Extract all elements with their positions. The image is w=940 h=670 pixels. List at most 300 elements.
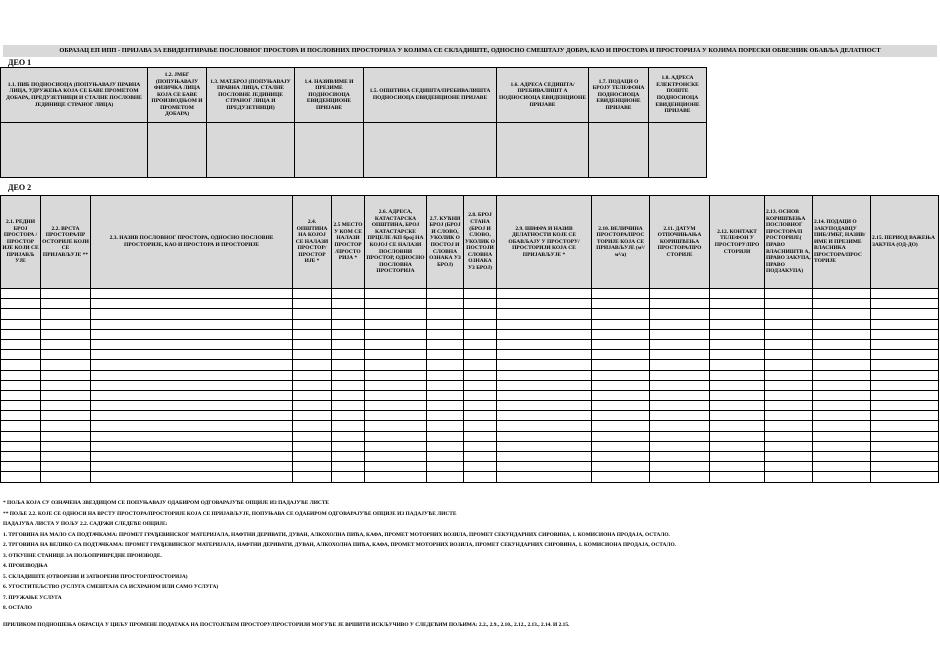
table-cell[interactable] [91,421,293,431]
table-cell[interactable] [427,360,464,370]
table-cell[interactable] [91,431,293,441]
table-cell[interactable] [871,299,939,309]
table-cell[interactable] [765,370,813,380]
table-cell[interactable] [650,390,710,400]
table-cell[interactable] [497,350,592,360]
table-cell[interactable] [813,350,871,360]
table-cell[interactable] [332,329,365,339]
table-cell[interactable] [813,441,871,451]
table-cell[interactable] [365,431,427,441]
table-cell[interactable] [332,380,365,390]
table-cell[interactable] [871,431,939,441]
table-cell[interactable] [592,289,650,299]
table-cell[interactable] [464,431,497,441]
table-cell[interactable] [813,462,871,472]
table-cell[interactable] [332,472,365,482]
table-cell[interactable] [91,441,293,451]
part1-field-telefon[interactable] [589,123,649,178]
table-cell[interactable] [650,350,710,360]
part1-field-mat-broj[interactable] [207,123,295,178]
table-cell[interactable] [710,472,765,482]
table-cell[interactable] [497,431,592,441]
table-cell[interactable] [650,421,710,431]
part2-header-adresa: 2.6. АДРЕСА, КАТАСТАРСКА ОПШТИНА, БРОЈ КАТАСТАРСКЕ ПРЦЕЛЕ /КП број НА КОЈОЈ СЕ НАЛАЗИ ПОСЛОВНИ ПРОСТОР, ОДНОСНО ПОСЛОВНА ПРОСТОРИЈА [365,196,427,289]
table-cell[interactable] [427,370,464,380]
table-cell[interactable] [710,421,765,431]
table-cell[interactable] [91,390,293,400]
table-cell[interactable] [427,309,464,319]
table-cell[interactable] [41,462,91,472]
table-cell[interactable] [813,431,871,441]
table-cell[interactable] [765,339,813,349]
table-cell[interactable] [91,360,293,370]
table-cell[interactable] [41,339,91,349]
table-cell[interactable] [365,462,427,472]
table-cell[interactable] [592,431,650,441]
table-cell[interactable] [871,472,939,482]
table-cell[interactable] [871,421,939,431]
part1-field-jmbg[interactable] [148,123,207,178]
table-cell[interactable] [464,319,497,329]
table-cell[interactable] [91,462,293,472]
table-cell[interactable] [871,401,939,411]
table-cell[interactable] [293,289,332,299]
table-cell[interactable] [765,299,813,309]
table-cell[interactable] [710,360,765,370]
table-cell[interactable] [592,380,650,390]
part2-label: ДЕО 2 [8,183,32,192]
table-cell[interactable] [710,299,765,309]
table-cell[interactable] [91,370,293,380]
table-cell[interactable] [365,329,427,339]
table-cell[interactable] [91,452,293,462]
table-cell[interactable] [871,441,939,451]
table-cell[interactable] [41,411,91,421]
table-cell[interactable] [427,299,464,309]
table-cell[interactable] [293,421,332,431]
table-cell[interactable] [650,370,710,380]
table-cell[interactable] [592,360,650,370]
part1-field-naziv[interactable] [295,123,364,178]
table-cell[interactable] [650,309,710,319]
table-cell[interactable] [650,441,710,451]
table-cell[interactable] [592,329,650,339]
table-cell[interactable] [710,380,765,390]
table-cell[interactable] [871,390,939,400]
table-cell[interactable] [497,319,592,329]
table-cell[interactable] [332,441,365,451]
table-cell[interactable] [365,360,427,370]
table-cell[interactable] [871,380,939,390]
table-cell[interactable] [765,329,813,339]
table-cell[interactable] [497,309,592,319]
table-cell[interactable] [871,411,939,421]
table-cell[interactable] [765,411,813,421]
table-cell[interactable] [871,289,939,299]
table-cell[interactable] [650,472,710,482]
part2-header-naziv: 2.3. НАЗИВ ПОСЛОВНОГ ПРОСТОРА, ОДНОСНО ПОСЛОВНЕ ПРОСТОРИЈЕ, КАО И ПРОСТОРА И ПРОСТОРИЈЕ [91,196,293,289]
table-cell[interactable] [332,299,365,309]
table-cell[interactable] [1,390,41,400]
table-cell[interactable] [1,472,41,482]
table-cell[interactable] [365,370,427,380]
table-cell[interactable] [464,309,497,319]
table-cell[interactable] [293,360,332,370]
table-cell[interactable] [813,360,871,370]
table-cell[interactable] [332,370,365,380]
table-cell[interactable] [871,319,939,329]
table-cell[interactable] [427,472,464,482]
table-cell[interactable] [464,339,497,349]
table-cell[interactable] [332,452,365,462]
table-cell[interactable] [592,421,650,431]
table-cell[interactable] [41,380,91,390]
table-cell[interactable] [710,329,765,339]
table-cell[interactable] [592,441,650,451]
table-cell[interactable] [497,421,592,431]
table-cell[interactable] [765,319,813,329]
table-cell[interactable] [497,401,592,411]
table-cell[interactable] [813,421,871,431]
table-cell[interactable] [365,472,427,482]
table-cell[interactable] [365,401,427,411]
table-cell[interactable] [293,452,332,462]
table-cell[interactable] [813,380,871,390]
table-cell[interactable] [765,441,813,451]
table-cell[interactable] [41,329,91,339]
table-cell[interactable] [650,360,710,370]
table-cell[interactable] [41,421,91,431]
part2-header-opstina: 2.4. ОПШТИНА НА КОЈОЈ СЕ НАЛАЗИ ПРОСТОР/ ПРОСТОР ИЈЕ * [293,196,332,289]
table-cell[interactable] [1,411,41,421]
table-cell[interactable] [91,350,293,360]
table-cell[interactable] [650,299,710,309]
table-cell[interactable] [710,441,765,451]
table-cell[interactable] [427,431,464,441]
table-cell[interactable] [813,319,871,329]
table-cell[interactable] [592,390,650,400]
table-cell[interactable] [765,401,813,411]
table-cell[interactable] [1,289,41,299]
table-cell[interactable] [765,421,813,431]
table-cell[interactable] [710,390,765,400]
table-cell[interactable] [293,329,332,339]
table-cell[interactable] [365,299,427,309]
table-cell[interactable] [1,299,41,309]
table-cell[interactable] [293,411,332,421]
table-cell[interactable] [592,339,650,349]
table-cell[interactable] [765,452,813,462]
table-cell[interactable] [813,452,871,462]
table-cell[interactable] [765,360,813,370]
table-cell[interactable] [332,350,365,360]
table-cell[interactable] [710,350,765,360]
table-cell[interactable] [427,350,464,360]
table-cell[interactable] [592,309,650,319]
table-cell[interactable] [464,289,497,299]
table-cell[interactable] [427,339,464,349]
part1-field-email[interactable] [649,123,707,178]
table-cell[interactable] [293,441,332,451]
table-cell[interactable] [497,411,592,421]
table-cell[interactable] [710,452,765,462]
table-cell[interactable] [293,309,332,319]
table-cell[interactable] [91,329,293,339]
table-cell[interactable] [41,289,91,299]
table-cell[interactable] [464,401,497,411]
table-cell[interactable] [1,462,41,472]
table-cell[interactable] [871,309,939,319]
table-cell[interactable] [650,462,710,472]
table-cell[interactable] [464,370,497,380]
table-cell[interactable] [650,380,710,390]
table-cell[interactable] [813,309,871,319]
table-cell[interactable] [1,452,41,462]
table-cell[interactable] [1,421,41,431]
table-cell[interactable] [497,441,592,451]
table-cell[interactable] [871,360,939,370]
table-cell[interactable] [710,411,765,421]
table-cell[interactable] [365,339,427,349]
note-line: 3. ОТКУПНЕ СТАНИЦЕ ЗА ПОЉОПРИВРЕДНЕ ПРОИЗВОДЕ. [3,552,162,559]
table-cell[interactable] [464,360,497,370]
table-cell[interactable] [41,401,91,411]
table-cell[interactable] [91,411,293,421]
table-cell[interactable] [765,380,813,390]
table-cell[interactable] [650,401,710,411]
table-cell[interactable] [650,339,710,349]
table-cell[interactable] [765,472,813,482]
table-cell[interactable] [41,350,91,360]
part1-field-adresa[interactable] [497,123,589,178]
table-cell[interactable] [91,472,293,482]
table-cell[interactable] [427,441,464,451]
table-cell[interactable] [813,329,871,339]
table-cell[interactable] [650,431,710,441]
table-cell[interactable] [427,390,464,400]
table-cell[interactable] [332,411,365,421]
table-cell[interactable] [91,401,293,411]
table-cell[interactable] [710,401,765,411]
table-cell[interactable] [497,360,592,370]
table-cell[interactable] [592,370,650,380]
table-cell[interactable] [497,370,592,380]
table-cell[interactable] [592,462,650,472]
table-cell[interactable] [871,370,939,380]
table-cell[interactable] [427,380,464,390]
table-cell[interactable] [41,472,91,482]
table-cell[interactable] [332,462,365,472]
table-cell[interactable] [813,370,871,380]
table-cell[interactable] [427,401,464,411]
table-cell[interactable] [91,339,293,349]
table-cell[interactable] [41,452,91,462]
table-cell[interactable] [1,441,41,451]
table-cell[interactable] [464,472,497,482]
table-cell[interactable] [293,462,332,472]
table-cell[interactable] [813,411,871,421]
table-cell[interactable] [710,319,765,329]
table-cell[interactable] [650,319,710,329]
table-cell[interactable] [332,319,365,329]
table-cell[interactable] [1,431,41,441]
table-cell[interactable] [497,390,592,400]
table-cell[interactable] [332,339,365,349]
table-cell[interactable] [710,309,765,319]
table-cell[interactable] [464,350,497,360]
table-cell[interactable] [41,319,91,329]
table-cell[interactable] [464,452,497,462]
table-cell[interactable] [813,299,871,309]
table-cell[interactable] [650,452,710,462]
table-cell[interactable] [1,329,41,339]
table-cell[interactable] [332,360,365,370]
table-cell[interactable] [365,380,427,390]
table-cell[interactable] [813,390,871,400]
table-cell[interactable] [765,462,813,472]
table-cell[interactable] [871,329,939,339]
table-cell[interactable] [365,411,427,421]
table-cell[interactable] [765,289,813,299]
table-cell[interactable] [91,299,293,309]
table-cell[interactable] [365,441,427,451]
table-cell[interactable] [464,462,497,472]
table-cell[interactable] [427,421,464,431]
table-cell[interactable] [464,421,497,431]
part2-header-period: 2.15. ПЕРИОД ВАЖЕЊА ЗАКУПА (ОД-ДО) [871,196,939,289]
table-cell[interactable] [813,401,871,411]
table-cell[interactable] [464,299,497,309]
table-cell[interactable] [710,462,765,472]
table-cell[interactable] [293,319,332,329]
table-cell[interactable] [592,319,650,329]
table-cell[interactable] [497,452,592,462]
table-cell[interactable] [293,390,332,400]
table-cell[interactable] [332,289,365,299]
table-cell[interactable] [710,289,765,299]
table-cell[interactable] [427,329,464,339]
table-cell[interactable] [650,411,710,421]
table-cell[interactable] [427,452,464,462]
table-cell[interactable] [41,441,91,451]
table-cell[interactable] [592,452,650,462]
table-cell[interactable] [427,319,464,329]
table-cell[interactable] [427,462,464,472]
table-cell[interactable] [464,441,497,451]
table-cell[interactable] [91,289,293,299]
table-cell[interactable] [332,431,365,441]
table-cell[interactable] [427,411,464,421]
table-cell[interactable] [765,309,813,319]
table-cell[interactable] [332,390,365,400]
table-cell[interactable] [871,462,939,472]
table-cell[interactable] [332,401,365,411]
table-cell[interactable] [464,329,497,339]
part1-field-pib[interactable] [1,123,148,178]
part2-header-mesto: 2.5 МЕСТО У КОМ СЕ НАЛАЗИ ПРОСТОР /ПРОСТО РИЈА * [332,196,365,289]
table-cell[interactable] [293,380,332,390]
table-cell[interactable] [365,309,427,319]
table-cell[interactable] [497,472,592,482]
table-cell[interactable] [365,452,427,462]
table-cell[interactable] [710,370,765,380]
table-cell[interactable] [497,299,592,309]
table-cell[interactable] [1,350,41,360]
table-cell[interactable] [497,339,592,349]
table-cell[interactable] [365,319,427,329]
part1-field-opstina[interactable] [364,123,497,178]
table-cell[interactable] [293,299,332,309]
table-cell[interactable] [592,411,650,421]
table-cell[interactable] [650,329,710,339]
table-cell[interactable] [710,339,765,349]
table-cell[interactable] [464,411,497,421]
table-cell[interactable] [41,370,91,380]
table-cell[interactable] [813,289,871,299]
table-cell[interactable] [1,380,41,390]
table-cell[interactable] [592,350,650,360]
table-cell[interactable] [293,472,332,482]
table-cell[interactable] [91,309,293,319]
table-cell[interactable] [497,329,592,339]
table-cell[interactable] [1,401,41,411]
table-cell[interactable] [41,299,91,309]
table-cell[interactable] [91,380,293,390]
table-cell[interactable] [464,390,497,400]
table-cell[interactable] [427,289,464,299]
table-cell[interactable] [765,350,813,360]
table-cell[interactable] [293,370,332,380]
table-cell[interactable] [365,350,427,360]
table-cell[interactable] [765,431,813,441]
table-cell[interactable] [293,431,332,441]
table-cell[interactable] [365,421,427,431]
table-cell[interactable] [871,350,939,360]
table-cell[interactable] [293,339,332,349]
table-cell[interactable] [871,452,939,462]
table-cell[interactable] [41,431,91,441]
table-cell[interactable] [41,309,91,319]
table-cell[interactable] [813,339,871,349]
table-cell[interactable] [41,390,91,400]
table-cell[interactable] [592,472,650,482]
table-cell[interactable] [813,472,871,482]
table-cell[interactable] [365,289,427,299]
table-cell[interactable] [293,350,332,360]
table-cell[interactable] [293,401,332,411]
table-cell[interactable] [592,401,650,411]
table-cell[interactable] [41,360,91,370]
table-cell[interactable] [592,299,650,309]
table-cell[interactable] [497,289,592,299]
table-cell[interactable] [650,289,710,299]
table-cell[interactable] [332,309,365,319]
table-cell[interactable] [1,339,41,349]
table-cell[interactable] [332,421,365,431]
table-cell[interactable] [497,380,592,390]
table-cell[interactable] [365,390,427,400]
table-cell[interactable] [1,309,41,319]
table-cell[interactable] [765,390,813,400]
table-cell[interactable] [91,319,293,329]
table-cell[interactable] [464,380,497,390]
table-cell[interactable] [1,319,41,329]
table-cell[interactable] [1,360,41,370]
table-cell[interactable] [497,462,592,472]
table-cell[interactable] [871,339,939,349]
table-cell[interactable] [1,370,41,380]
table-cell[interactable] [710,431,765,441]
